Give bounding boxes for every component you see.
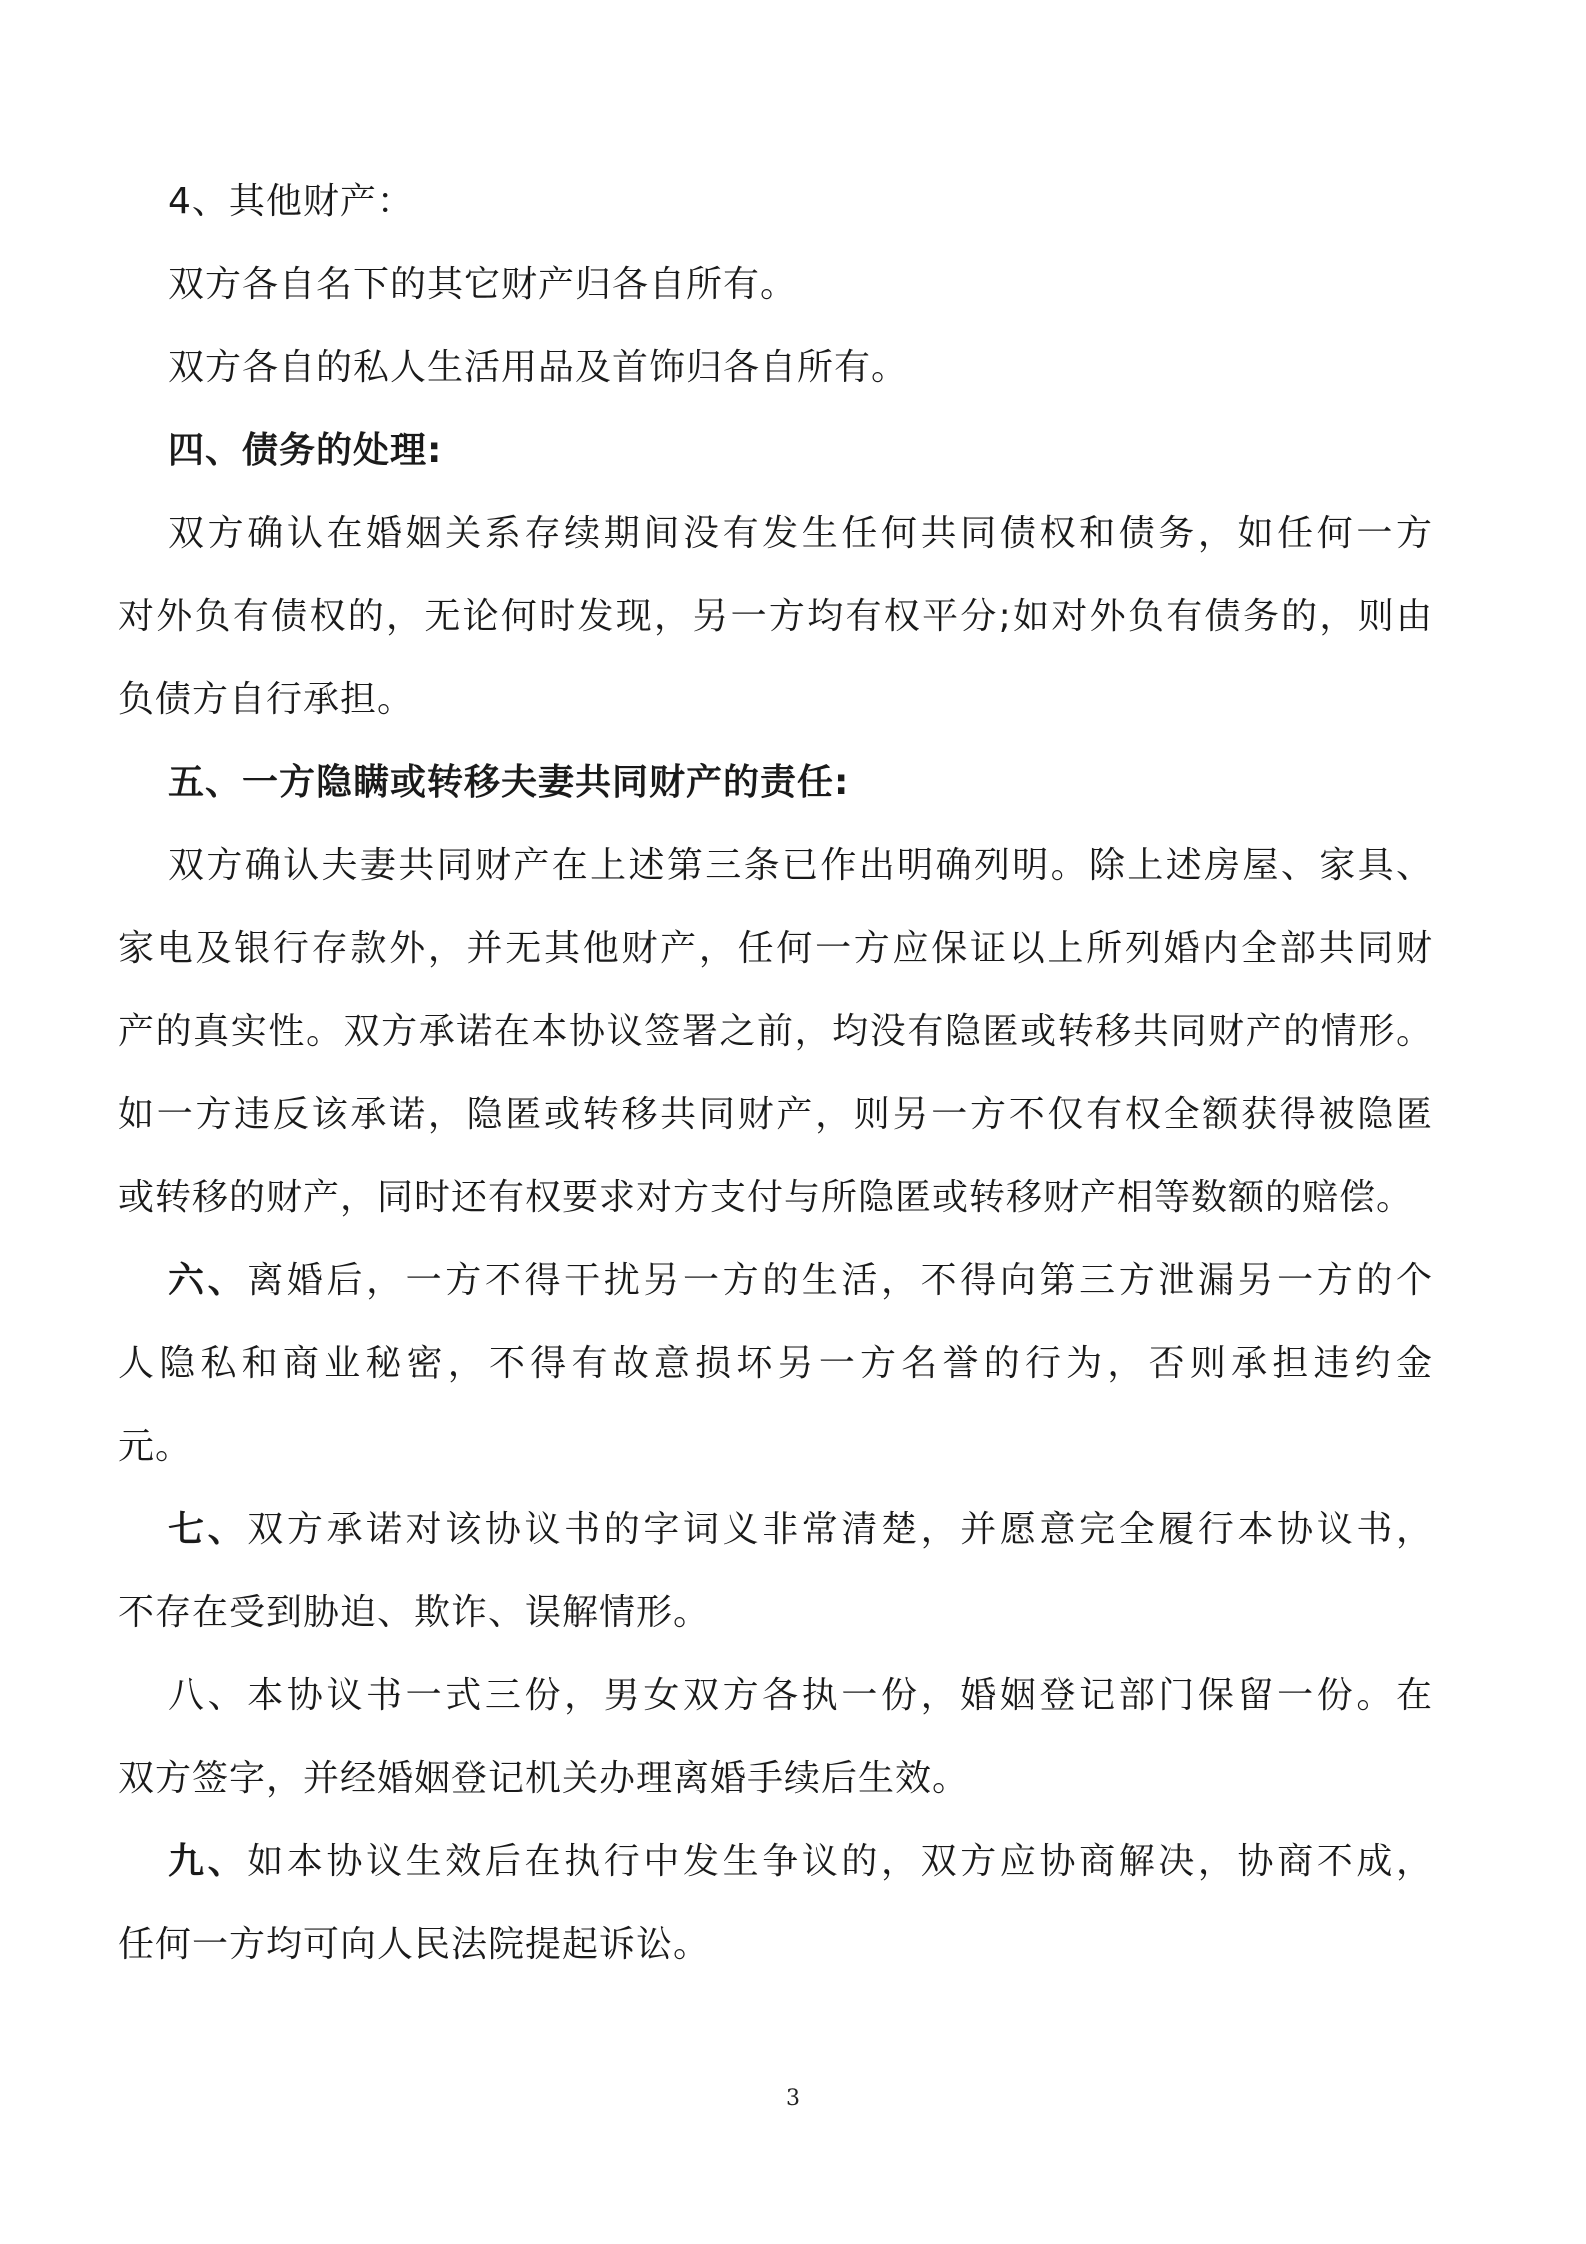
paragraph-line: 如一方违反该承诺，隐匿或转移共同财产，则另一方不仅有权全额获得被隐匿 bbox=[118, 1094, 1433, 1135]
paragraph-p2 bbox=[168, 243, 1433, 326]
paragraph-line: 双方各自的私人生活用品及首饰归各自所有。 bbox=[168, 347, 909, 388]
paragraph-line: 不存在受到胁迫、欺诈、误解情形。 bbox=[118, 1592, 711, 1633]
page-number: 3 bbox=[786, 2086, 800, 2111]
paragraph-p3 bbox=[168, 326, 1433, 409]
paragraph-p6 bbox=[168, 741, 1433, 824]
paragraph-line: 六、离婚后，一方不得干扰另一方的生活，不得向第三方泄漏另一方的个 bbox=[168, 1260, 1433, 1301]
paragraph-p1 bbox=[168, 160, 1433, 243]
paragraph-line: 产的真实性。双方承诺在本协议签署之前，均没有隐匿或转移共同财产的情形。 bbox=[118, 1011, 1433, 1052]
paragraph-p5 bbox=[118, 492, 1433, 741]
paragraph-line: 家电及银行存款外，并无其他财产，任何一方应保证以上所列婚内全部共同财 bbox=[118, 928, 1433, 969]
paragraph-p8 bbox=[118, 1239, 1433, 1488]
paragraph-p7 bbox=[118, 824, 1433, 1239]
paragraph-line: 或转移的财产，同时还有权要求对方支付与所隐匿或转移财产相等数额的赔偿。 bbox=[118, 1177, 1414, 1218]
paragraph-line: 七、双方承诺对该协议书的字词义非常清楚，并愿意完全履行本协议书， bbox=[168, 1509, 1433, 1550]
paragraph-line: 八、本协议书一式三份，男女双方各执一份，婚姻登记部门保留一份。在 bbox=[168, 1675, 1433, 1716]
paragraph-p9 bbox=[118, 1488, 1433, 1654]
paragraph-line: 元。 bbox=[118, 1426, 193, 1467]
paragraph-line: 五、一方隐瞒或转移夫妻共同财产的责任: bbox=[168, 762, 850, 803]
paragraph-line: 双方确认在婚姻关系存续期间没有发生任何共同债权和债务，如任何一方 bbox=[168, 513, 1433, 554]
paragraph-line: 负债方自行承担。 bbox=[118, 679, 415, 720]
paragraph-p4 bbox=[168, 409, 1433, 492]
paragraph-line: 任何一方均可向人民法院提起诉讼。 bbox=[118, 1924, 711, 1965]
paragraph-line: 九、如本协议生效后在执行中发生争议的，双方应协商解决，协商不成， bbox=[168, 1841, 1433, 1882]
paragraph-line: 双方签字，并经婚姻登记机关办理离婚手续后生效。 bbox=[118, 1758, 970, 1799]
paragraph-p10 bbox=[118, 1654, 1433, 1820]
paragraph-line: 双方确认夫妻共同财产在上述第三条已作出明确列明。除上述房屋、家具、 bbox=[168, 845, 1433, 886]
paragraph-line: 人隐私和商业秘密，不得有故意损坏另一方名誉的行为，否则承担违约金 bbox=[118, 1343, 1433, 1384]
paragraph-line: 4、其他财产： bbox=[168, 181, 414, 222]
paragraph-line: 对外负有债权的，无论何时发现，另一方均有权平分;如对外负有债务的，则由 bbox=[118, 596, 1433, 637]
paragraph-line: 四、债务的处理: bbox=[168, 430, 443, 471]
paragraph-p11 bbox=[118, 1820, 1433, 1986]
document-body bbox=[118, 160, 1433, 1986]
paragraph-line: 双方各自名下的其它财产归各自所有。 bbox=[168, 264, 798, 305]
